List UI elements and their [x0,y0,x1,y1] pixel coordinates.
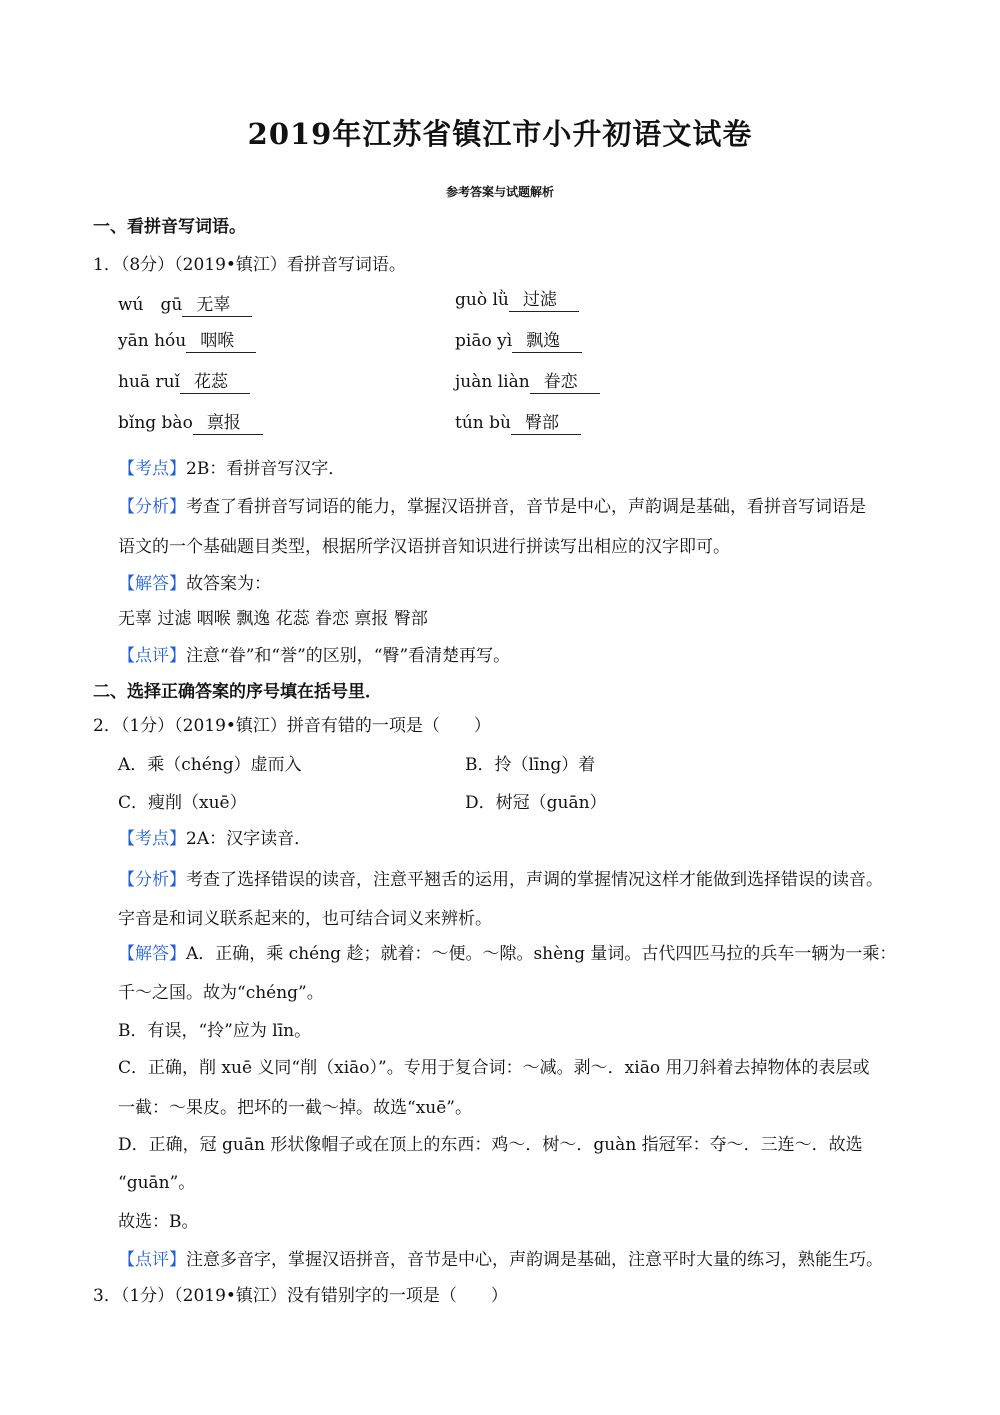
jieda-2-line: 故选：B。 [118,1212,199,1232]
fenxi-2: 【分析】考查了选择错误的读音，注意平翘舌的运用，声调的掌握情况这样才能做到选择错误的读音。 [118,870,883,890]
kaodian-1: 【考点】2B：看拼音写汉字． [118,459,346,479]
pinyin-item: piāo yì 飘逸 [455,331,582,353]
jieda-2-line: 一截：～果皮。把坏的一截～掉。故选“xuē”。 [118,1098,472,1118]
pinyin-item: yān hóu 咽喉 [118,331,256,353]
dianping-2: 【点评】注意多音字，掌握汉语拼音，音节是中心，声韵调是基础，注意平时大量的练习，熟能生巧。 [118,1250,883,1270]
fenxi-1: 【分析】考查了看拼音写词语的能力，掌握汉语拼音，音节是中心，声韵调是基础，看拼音写词语是 [118,497,866,517]
page-title: 2019年江苏省镇江市小升初语文试卷 [247,117,753,151]
fenxi-1-cont: 语文的一个基础题目类型，根据所学汉语拼音知识进行拼读写出相应的汉字即可。 [118,537,730,557]
page-subtitle: 参考答案与试题解析 [445,185,554,199]
jieda-2-line: B．有误，“拎”应为 līn。 [118,1021,312,1041]
pinyin-item: tún bù 臀部 [455,413,581,435]
jieda-2: 【解答】A．正确，乘 chéng 趁；就着：～便。～隙。shèng 量词。古代四匹马拉的兵车一辆为一乘： [118,944,897,964]
pinyin-item: wú gū 无辜 [118,290,252,317]
option-b: B．拎（līng）着 [465,755,596,775]
option-a: A．乘（chéng）虚而入 [118,755,302,775]
option-d: D．树冠（guān） [465,793,607,813]
jieda-2-line: “guān”。 [118,1173,196,1193]
answers-line: 无辜 过滤 咽喉 飘逸 花蕊 眷恋 禀报 臀部 [118,609,428,629]
pinyin-item: guò lǜ 过滤 [455,290,579,312]
section-2-heading: 二、选择正确答案的序号填在括号里． [93,682,382,702]
option-c: C．瘦削（xuē） [118,793,247,813]
jieda-2-line: 千～之国。故为“chéng”。 [118,983,324,1003]
dianping-1: 【点评】注意“眷”和“誉”的区别，“臀”看清楚再写。 [118,646,511,666]
fenxi-2-cont: 字音是和词义联系起来的，也可结合词义来辨析。 [118,909,492,929]
jieda-2-line: C．正确，削 xuē 义同“削（xiāo）”。专用于复合词：～减。剥～．xiāo 用刀斜着去掉物体的表层或 [118,1058,870,1078]
question-1: 1．（8分）（2019•镇江）看拼音写词语。 [93,255,406,275]
pinyin-item: bǐng bào 禀报 [118,413,263,435]
pinyin-item: huā ruǐ 花蕊 [118,372,250,394]
question-3: 3．（1分）（2019•镇江）没有错别字的一项是（ ） [93,1286,508,1306]
question-2: 2．（1分）（2019•镇江）拼音有错的一项是（ ） [93,716,491,736]
pinyin-item: juàn liàn 眷恋 [455,372,600,394]
section-1-heading: 一、看拼音写词语。 [93,217,246,237]
kaodian-2: 【考点】2A：汉字读音． [118,829,312,849]
jieda-1: 【解答】故答案为： [118,574,271,594]
jieda-2-line: D．正确，冠 guān 形状像帽子或在顶上的东西：鸡～．树～．guàn 指冠军：夺～．三连～．故选 [118,1135,863,1155]
